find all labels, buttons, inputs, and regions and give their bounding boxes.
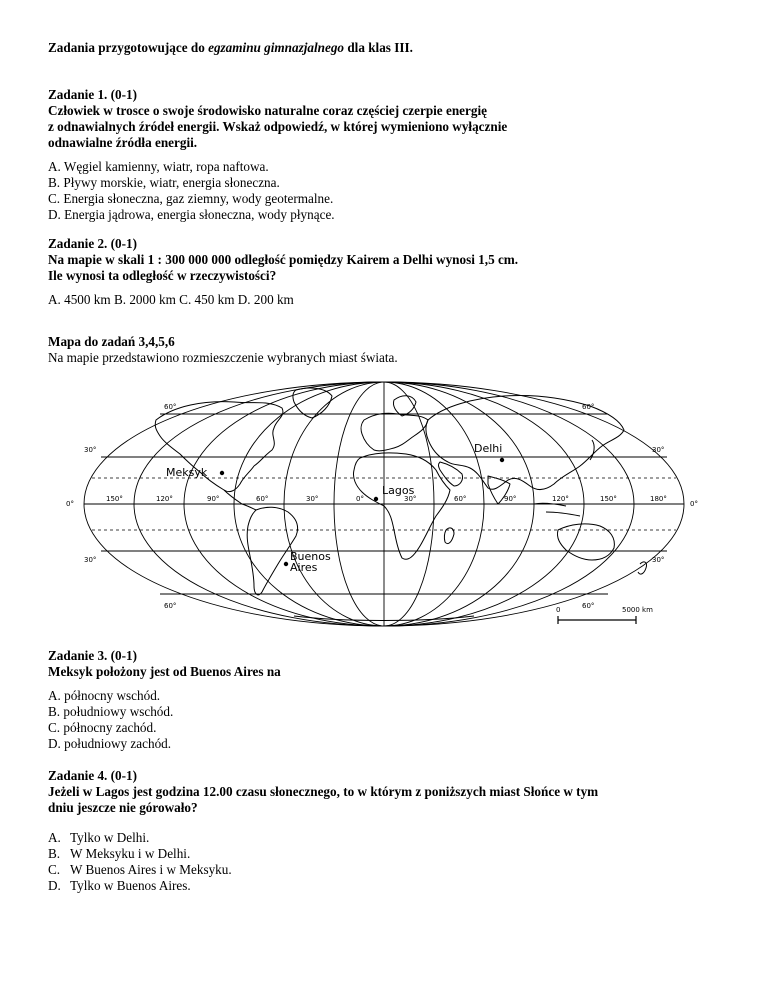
lat-label-n30-left: 30°	[84, 446, 97, 454]
lon-label: 60°	[256, 495, 269, 503]
city-label-buenos: Buenos	[290, 550, 331, 563]
task-4-question-line: dniu jeszcze nie górowało?	[48, 800, 198, 815]
lon-label: 120°	[156, 495, 173, 503]
task-1-title: Zadanie 1. (0-1)	[48, 87, 138, 102]
task-4-question	[48, 768, 728, 816]
option-text: W Buenos Aires i w Meksyku.	[70, 862, 232, 877]
worksheet-header	[48, 40, 728, 56]
task-1-question-line: z odnawialnych źródeł energii. Wskaż odpowiedź, w której wymieniono wyłącznie	[48, 119, 508, 134]
city-marker-buenos-aires	[284, 562, 288, 566]
task-3-option-b: B. południowy wschód.	[48, 704, 174, 719]
city-marker-delhi	[500, 458, 504, 462]
lat-label-s30-left: 30°	[84, 556, 97, 564]
option-letter: B.	[48, 846, 61, 861]
scale-bar	[556, 606, 653, 624]
option-letter: D.	[48, 878, 61, 893]
task-4	[48, 768, 728, 894]
lon-label: 60°	[454, 495, 467, 503]
option-text: Tylko w Buenos Aires.	[70, 878, 191, 893]
task-1-options	[48, 159, 728, 223]
africa-outline	[353, 453, 450, 559]
task-3-title: Zadanie 3. (0-1)	[48, 648, 138, 663]
task-3-question-line: Meksyk położony jest od Buenos Aires na	[48, 664, 281, 679]
task-4-option-b	[48, 846, 728, 862]
city-label-aires: Aires	[290, 561, 318, 574]
task-2	[48, 236, 728, 308]
lon-label: 120°	[552, 495, 569, 503]
task-3-option-c: C. północny zachód.	[48, 720, 157, 735]
task-2-question-line: Na mapie w skali 1 : 300 000 000 odległość pomiędzy Kairem a Delhi wynosi 1,5 cm.	[48, 252, 519, 267]
map-section-caption: Na mapie przedstawiono rozmieszczenie wybranych miast świata.	[48, 350, 398, 365]
task-3-options	[48, 688, 728, 752]
task-2-question	[48, 236, 728, 284]
lat-label-n60-right: 60°	[582, 403, 595, 411]
task-1-option-a: A. Węgiel kamienny, wiatr, ropa naftowa.	[48, 159, 269, 174]
scale-distance: 5000 km	[622, 606, 653, 614]
lat-label-n60-left: 60°	[164, 403, 177, 411]
lat-label-eq-right: 0°	[690, 500, 698, 508]
task-4-option-c	[48, 862, 728, 878]
task-3-option-a: A. północny wschód.	[48, 688, 161, 703]
lon-label: 90°	[207, 495, 220, 503]
task-4-option-a	[48, 830, 728, 846]
scale-zero: 0	[556, 606, 561, 614]
central-america-outline	[224, 490, 256, 510]
task-2-question-line: Ile wynosi ta odległość w rzeczywistości?	[48, 268, 277, 283]
task-1-option-d: D. Energia jądrowa, energia słoneczna, wody płynące.	[48, 207, 335, 222]
task-4-title: Zadanie 4. (0-1)	[48, 768, 138, 783]
arabia-outline	[439, 462, 463, 486]
lon-label: 150°	[106, 495, 123, 503]
option-letter: C.	[48, 862, 61, 877]
task-1-option-b: B. Pływy morskie, wiatr, energia słoneczna.	[48, 175, 280, 190]
option-text: Tylko w Delhi.	[70, 830, 150, 845]
option-letter: A.	[48, 830, 61, 845]
world-map	[64, 380, 704, 630]
option-text: W Meksyku i w Delhi.	[70, 846, 191, 861]
task-4-options	[48, 830, 728, 894]
lon-label: 150°	[600, 495, 617, 503]
city-label-meksyk: Meksyk	[166, 466, 208, 479]
lat-label-n30-right: 30°	[652, 446, 665, 454]
city-marker-meksyk	[220, 471, 224, 475]
task-1-question-line: odnawialne źródła energii.	[48, 135, 198, 150]
task-3	[48, 648, 728, 752]
task-1-option-c: C. Energia słoneczna, gaz ziemny, wody geotermalne.	[48, 191, 334, 206]
world-map-svg	[64, 380, 704, 630]
greenland-outline	[293, 388, 332, 418]
city-marker-lagos	[374, 497, 378, 501]
city-label-lagos: Lagos	[382, 484, 415, 497]
lon-label: 0°	[356, 495, 364, 503]
lat-label-s60-left: 60°	[164, 602, 177, 610]
lat-label-s60-right: 60°	[582, 602, 595, 610]
lon-label: 30°	[306, 495, 319, 503]
lon-label: 30°	[404, 495, 417, 503]
lat-label-s30-right: 30°	[652, 556, 665, 564]
europe-outline	[361, 413, 428, 451]
task-1-question-line: Człowiek w trosce o swoje środowisko naturalne coraz częściej czerpie energię	[48, 103, 487, 118]
header-prefix: Zadania przygotowujące do	[48, 40, 209, 55]
scandinavia-outline	[393, 396, 416, 416]
task-1-question	[48, 87, 728, 151]
task-2-options: A. 4500 km B. 2000 km C. 450 km D. 200 km	[48, 292, 294, 307]
task-2-title: Zadanie 2. (0-1)	[48, 236, 138, 251]
map-section-title: Mapa do zadań 3,4,5,6	[48, 334, 175, 349]
lon-label: 90°	[504, 495, 517, 503]
city-label-delhi: Delhi	[474, 442, 503, 455]
lon-label: 180°	[650, 495, 667, 503]
task-1	[48, 87, 728, 223]
indonesia-outline	[534, 503, 580, 516]
worksheet-page	[48, 40, 728, 907]
task-3-question	[48, 648, 728, 680]
header-suffix: dla klas III.	[344, 40, 413, 55]
task-4-option-d	[48, 878, 728, 894]
header-italic: egzaminu gimnazjalnego	[208, 40, 345, 55]
map-section	[48, 334, 728, 630]
task-4-question-line: Jeżeli w Lagos jest godzina 12.00 czasu słonecznego, to w którym z poniższych miast Słońce w tym	[48, 784, 599, 799]
task-3-option-d: D. południowy zachód.	[48, 736, 172, 751]
latitude-labels	[66, 403, 698, 610]
lat-label-eq-left: 0°	[66, 500, 74, 508]
